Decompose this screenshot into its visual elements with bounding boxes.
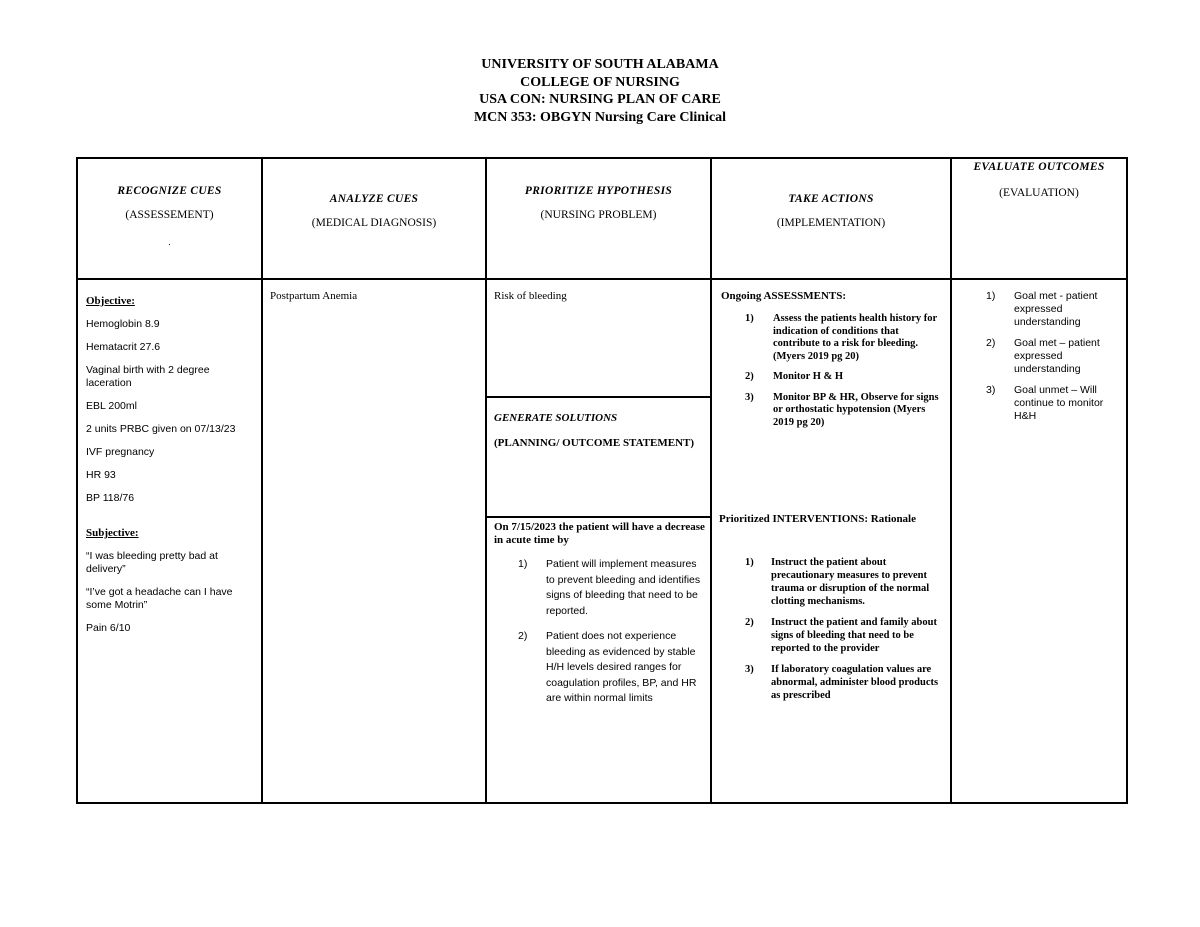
implementation-cell	[721, 290, 945, 437]
care-plan-table	[76, 157, 1128, 804]
objective-item: HR 93	[86, 469, 116, 481]
header-row-divider	[78, 278, 1126, 280]
course-title: MCN 353: OBGYN Nursing Care Clinical	[473, 109, 727, 125]
document-header	[0, 56, 1200, 126]
evaluation-item: 2) Goal met – patient expressed understanding	[986, 337, 1100, 375]
intervention-item: 1) Instruct the patient about precautionary measures to prevent trauma or disruption of the normal clotting mechanisms.	[745, 557, 930, 607]
nursing-problem-cell	[494, 290, 704, 313]
assessment-action: 3) Monitor BP & HR, Observe for signs or orthostatic hypotension (Myers 2019 pg 20)	[745, 391, 939, 428]
ongoing-assessments-title: Ongoing ASSESSMENTS:	[721, 290, 847, 302]
objective-item: IVF pregnancy	[86, 446, 155, 458]
evaluation-item: 1) Goal met - patient expressed understanding	[986, 290, 1098, 328]
objective-item: BP 118/76	[86, 492, 135, 504]
objective-item: Hematacrit 27.6	[86, 341, 161, 353]
interventions-title: Prioritized INTERVENTIONS: Rationale	[719, 513, 916, 525]
evaluation-item: 3) Goal unmet – Will continue to monitor H&H	[986, 384, 1104, 422]
header-prioritize-hypothesis: PRIORITIZE HYPOTHESIS (NURSING PROBLEM)	[524, 185, 673, 221]
college-name: COLLEGE OF NURSING	[520, 74, 680, 90]
university-name: UNIVERSITY OF SOUTH ALABAMA	[481, 57, 719, 72]
outcome-statement-cell	[494, 521, 708, 715]
subjective-item: “I was bleeding pretty bad at delivery”	[86, 550, 218, 575]
column-divider	[485, 159, 487, 802]
generate-solutions-header	[494, 412, 704, 460]
outcome-intro: On 7/15/2023 the patient will have a decrease in acute time by	[494, 521, 705, 546]
nursing-problem: Risk of bleeding	[494, 290, 567, 302]
subjective-item: “I’ve got a headache can I have some Motrin”	[86, 586, 233, 611]
subjective-label: Subjective:	[86, 527, 139, 539]
subjective-item: Pain 6/10	[86, 622, 131, 634]
header-take-actions: TAKE ACTIONS (IMPLEMENTATION)	[776, 193, 886, 229]
cell-divider	[487, 516, 710, 518]
outcome-item: 1) Patient will implement measures to prevent bleeding and identifies signs of bleeding that need to be reported.	[518, 558, 701, 617]
form-title: USA CON: NURSING PLAN OF CARE	[479, 92, 721, 107]
header-analyze-cues: ANALYZE CUES (MEDICAL DIAGNOSIS)	[311, 193, 437, 229]
assessment-action: 1) Assess the patients health history for indication of conditions that contribute to a risk for bleeding. (Myers 2019 pg 20)	[745, 313, 938, 362]
intervention-item: 2) Instruct the patient and family about signs of bleeding that need to be reported to the provider	[745, 617, 937, 654]
objective-item: Hemoglobin 8.9	[86, 318, 160, 330]
column-divider	[710, 159, 712, 802]
diagnosis-cell	[270, 290, 475, 313]
assessment-action: 2) Monitor H & H	[745, 371, 844, 382]
planning-outcome-label: (PLANNING/ OUTCOME STATEMENT)	[494, 437, 695, 449]
outcome-item: 2) Patient does not experience bleeding as evidenced by stable H/H levels desired ranges for coagulation profiles, BP, and HR are within normal limits	[518, 630, 697, 704]
generate-solutions-title: GENERATE SOLUTIONS	[494, 412, 618, 424]
medical-diagnosis: Postpartum Anemia	[270, 290, 358, 302]
column-divider	[261, 159, 263, 802]
header-evaluate-outcomes: EVALUATE OUTCOMES (EVALUATION)	[973, 161, 1105, 199]
column-divider	[950, 159, 952, 802]
evaluation-cell	[962, 290, 1122, 431]
objective-item: EBL 200ml	[86, 400, 137, 412]
cell-divider	[487, 396, 710, 398]
assessment-cell	[86, 295, 254, 645]
objective-label: Objective:	[86, 295, 135, 307]
objective-item: 2 units PRBC given on 07/13/23	[86, 423, 236, 435]
header-recognize-cues: RECOGNIZE CUES (ASSESSEMENT) .	[117, 185, 222, 247]
intervention-item: 3) If laboratory coagulation values are abnormal, administer blood products as prescribed	[745, 664, 939, 701]
objective-item: Vaginal birth with 2 degree laceration	[86, 364, 210, 389]
interventions-cell	[719, 513, 949, 710]
